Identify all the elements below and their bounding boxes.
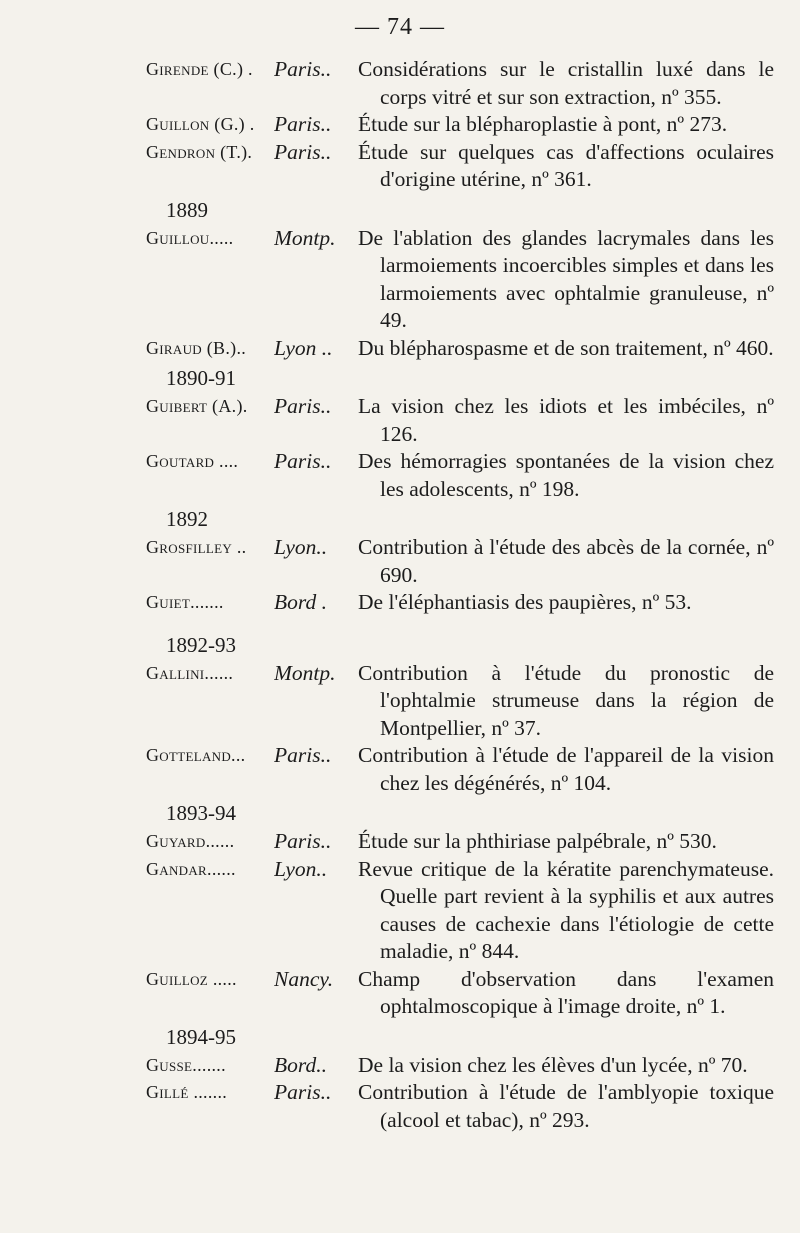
year-heading: 1889 — [166, 197, 208, 222]
thesis-title: De l'éléphantiasis des paupières, nº 53. — [358, 590, 692, 614]
city-name: Bord . — [274, 590, 327, 614]
city-name: Lyon .. — [274, 335, 333, 360]
thesis-title: Champ d'observation dans l'examen ophtalmoscopique à l'image droite, nº 1. — [358, 966, 774, 1018]
thesis-title: La vision chez les idiots et les imbéciles, nº 126. — [358, 394, 774, 446]
author-name: Gillé ....... — [146, 1082, 228, 1102]
bibliography-entry — [146, 856, 774, 966]
author-name: Guillon (G.) . — [146, 114, 255, 134]
page-number: — 74 — — [355, 14, 445, 40]
bibliography-entry — [146, 966, 774, 1021]
thesis-title: Contribution à l'étude de l'amblyopie toxique (alcool et tabac), nº 293. — [358, 1080, 774, 1132]
city-name: Paris.. — [274, 112, 332, 136]
city-name: Paris.. — [274, 394, 332, 418]
city-name: Paris.. — [274, 829, 332, 853]
thesis-title: Contribution à l'étude de l'appareil de la vision chez les dégénérés, nº 104. — [358, 743, 774, 795]
bibliography-entry — [146, 589, 774, 617]
bibliography-entry — [146, 828, 774, 856]
city-name: Bord.. — [274, 1052, 327, 1077]
bibliography-entry — [146, 139, 774, 194]
spacer — [146, 617, 774, 629]
author-name: Giraud (B.).. — [146, 337, 247, 358]
author-name: Goutard .... — [146, 451, 239, 471]
thesis-title: Considérations sur le cristallin luxé dans le corps vitré et sur son extraction, nº 355. — [358, 57, 774, 109]
city-name: Paris.. — [274, 1080, 332, 1104]
author-name: Guibert (A.). — [146, 396, 248, 416]
bibliography-entry — [146, 1079, 774, 1134]
bibliography-entry — [146, 742, 774, 797]
thesis-title: Revue critique de la kératite parenchymateuse. Quelle part revient à la syphilis et aux autres causes de cachexie dans l'étiologie de cette maladie, nº 844. — [358, 856, 774, 963]
city-name: Lyon.. — [274, 856, 328, 881]
year-heading: 1892-93 — [166, 632, 236, 657]
thesis-title: Des hémorragies spontanées de la vision chez les adolescents, nº 198. — [358, 449, 774, 501]
author-name: Guiet....... — [146, 592, 224, 612]
thesis-title: Étude sur la phthiriase palpébrale, nº 530. — [358, 829, 717, 853]
bibliography-list — [146, 56, 774, 1134]
bibliography-entry — [146, 393, 774, 448]
year-heading: 1894-95 — [166, 1024, 236, 1049]
bibliography-entry — [146, 225, 774, 335]
city-name: Nancy. — [274, 966, 334, 991]
thesis-title: Étude sur quelques cas d'affections oculaires d'origine utérine, nº 361. — [358, 139, 774, 191]
year-heading: 1893-94 — [166, 801, 236, 825]
thesis-title: Étude sur la blépharoplastie à pont, nº 273. — [358, 112, 728, 136]
author-name: Guilloz ..... — [146, 968, 237, 989]
city-name: Paris.. — [274, 743, 332, 767]
year-heading: 1892 — [166, 507, 208, 531]
author-name: Gotteland... — [146, 745, 246, 765]
bibliography-entry — [146, 335, 774, 363]
city-name: Paris.. — [274, 57, 332, 81]
bibliography-entry — [146, 56, 774, 111]
bibliography-entry — [146, 448, 774, 503]
thesis-title: De l'ablation des glandes lacrymales dans les larmoiements incoercibles simples et dans les larmoiements avec ophtalmie granuleuse, nº 49. — [358, 225, 774, 332]
author-name: Gusse....... — [146, 1054, 226, 1075]
bibliography-entry — [146, 111, 774, 139]
city-name: Montp. — [274, 660, 336, 685]
author-name: Guyard...... — [146, 831, 235, 851]
bibliography-entry — [146, 660, 774, 743]
author-name: Gallini...... — [146, 662, 234, 683]
bibliography-entry — [146, 1052, 774, 1080]
thesis-title: Contribution à l'étude des abcès de la cornée, nº 690. — [358, 535, 774, 587]
thesis-title: Contribution à l'étude du pronostic de l'ophtalmie strumeuse dans la région de Montpellier, nº 37. — [358, 660, 774, 740]
author-name: Girende (C.) . — [146, 59, 253, 79]
city-name: Paris.. — [274, 449, 332, 473]
city-name: Paris.. — [274, 139, 332, 164]
city-name: Montp. — [274, 225, 336, 250]
thesis-title: De la vision chez les élèves d'un lycée, nº 70. — [358, 1052, 748, 1077]
author-name: Grosfilley .. — [146, 537, 247, 557]
author-name: Guillou..... — [146, 227, 234, 248]
city-name: Lyon.. — [274, 535, 328, 559]
thesis-title: Du blépharospasme et de son traitement, nº 460. — [358, 335, 774, 360]
bibliography-entry — [146, 534, 774, 589]
author-name: Gandar...... — [146, 858, 236, 879]
year-heading: 1890-91 — [166, 366, 236, 390]
author-name: Gendron (T.). — [146, 141, 253, 162]
